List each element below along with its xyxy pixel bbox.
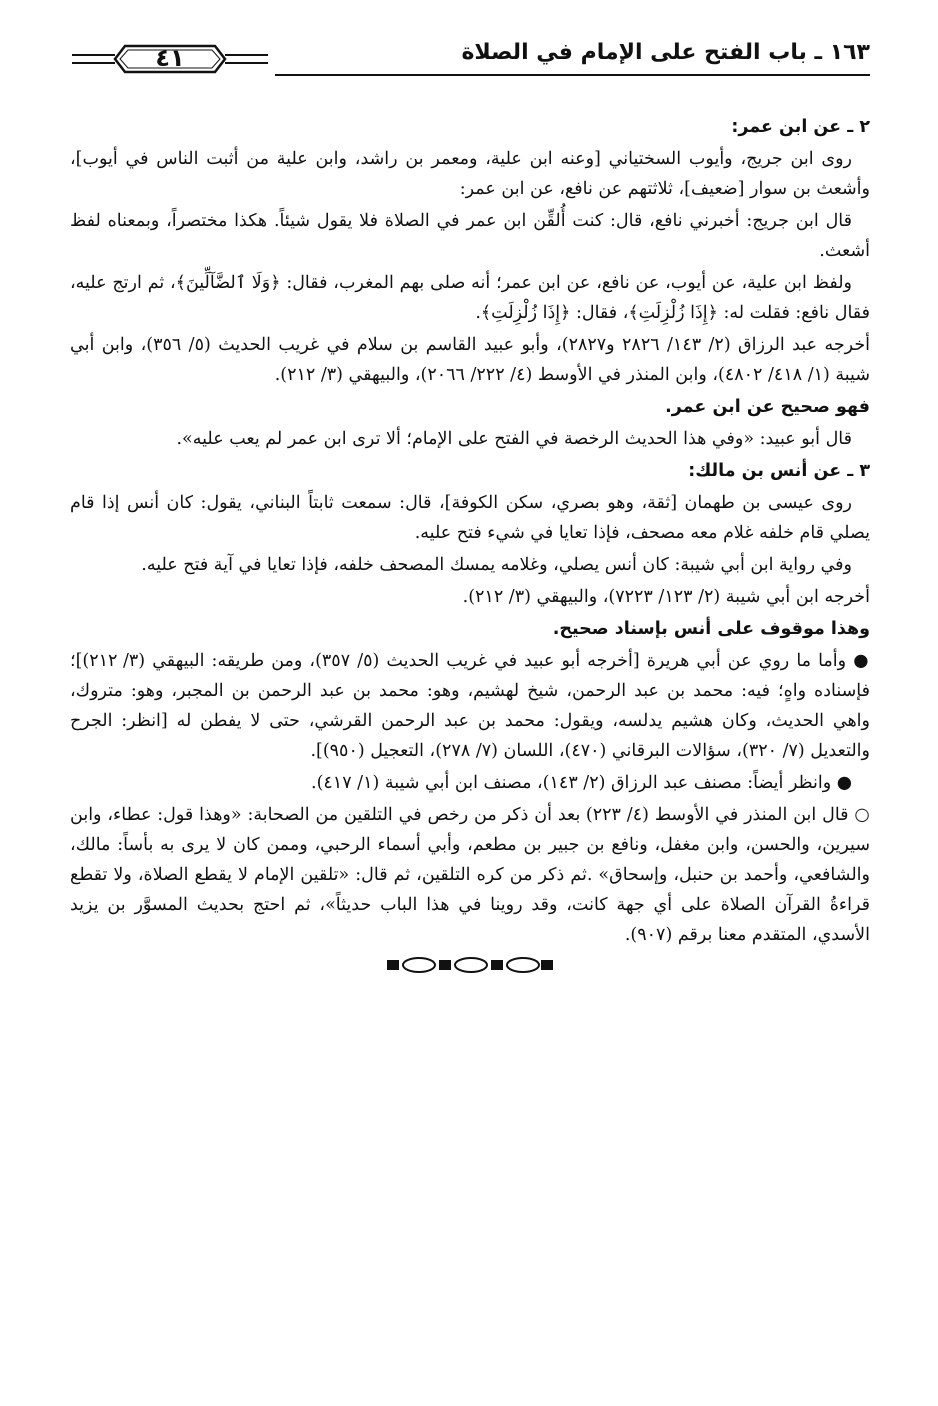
end-ornament <box>70 956 870 978</box>
section-heading: وهذا موقوف على أنس بإسناد صحيح. <box>552 619 870 639</box>
paragraph: ● وأما ما روي عن أبي هريرة [أخرجه أبو عبيد في غريب الحديث (٥/ ٣٥٧)، ومن طريقه: البيهقي (٣/ ٢١٢)]؛ فإسناده واهٍ؛ فيه: محمد بن عبد الرحمن، شيخ لهشيم، وهو: محمد بن عبد الرحمن بن المجبر، وهو: متروك، واهي الحديث، وكان هشيم يدلسه، ويقول: محمد بن عبد الرحمن القرشي، حتى لا يفطن له [انظر: الجرح والتعديل (٧/ ٣٢٠)، سؤالات البرقاني (٤٧٠)، اللسان (٧/ ٢٧٨)، التعجيل (٩٥٠)]. <box>70 651 870 761</box>
paragraph: ○ قال ابن المنذر في الأوسط (٤/ ٢٢٣) بعد أن ذكر من رخص في التلقين من الصحابة: «وهذا قول: عطاء، وابن سيرين، والحسن، وابن مغفل، ونافع بن جبير بن مطعم، وأبي أسماء الرحبي، وممن كان لا يرى به بأساً: مالك، والشافعي، وأحمد بن حنبل، وإسحاق» .ثم ذكر من كره التلقين، ثم قال: «تلقين الإمام لا يقطع الصلاة، ولا تقطع قراءةُ القرآن الصلاة على أي جهة كانت، وقد روينا في هذا الباب حديثاً»، ثم احتج بحديث المسوَّر بن يزيد الأسدي، المتقدم معنا برقم (٩٠٧). <box>70 805 870 945</box>
page-number: ٤١ <box>155 44 185 72</box>
paragraph: قال أبو عبيد: «وفي هذا الحديث الرخصة في الفتح على الإمام؛ ألا ترى ابن عمر لم يعب عليه». <box>176 429 852 449</box>
header-rule <box>275 74 870 76</box>
paragraph: قال ابن جريج: أخبرني نافع، قال: كنت أُلقِّن ابن عمر في الصلاة فلا يقول شيئاً. هكذا مختصراً، وبمعناه لفظ أشعث. <box>70 211 870 261</box>
paragraph: أخرجه ابن أبي شيبة (٢/ ١٢٣/ ٧٢٢٣)، والبيهقي (٣/ ٢١٢). <box>462 587 870 607</box>
paragraph: وفي رواية ابن أبي شيبة: كان أنس يصلي، وغلامه يمسك المصحف خلفه، فإذا تعايا في آية فتح عليه. <box>141 555 852 575</box>
page-number-badge <box>70 40 270 80</box>
section-heading: فهو صحيح عن ابن عمر. <box>665 397 870 417</box>
paragraph: أخرجه عبد الرزاق (٢/ ١٤٣/ ٢٨٢٦ و٢٨٢٧)، وأبو عبيد القاسم بن سلام في غريب الحديث (٥/ ٣٥٦)، وابن أبي شيبة (١/ ٤١٨/ ٤٨٠٢)، وابن المنذر في الأوسط (٤/ ٢٢٢/ ٢٠٦٦)، والبيهقي (٣/ ٢١٢). <box>70 335 871 385</box>
page-body <box>70 112 870 978</box>
paragraph: ولفظ ابن علية، عن أيوب، عن نافع، عن ابن عمر؛ أنه صلى بهم المغرب، فقال: ﴿وَلَا ٱلضَّآلِّينَ﴾، ثم ارتج عليه، فقال نافع: فقلت له: ﴿إِذَا زُلْزِلَتِ﴾، فقال: ﴿إِذَا زُلْزِلَتِ﴾. <box>70 273 870 323</box>
page-header <box>70 40 870 90</box>
running-title: ١٦٣ ـ باب الفتح على الإمام في الصلاة <box>461 40 870 65</box>
section-heading: ٢ ـ عن ابن عمر: <box>731 117 870 137</box>
page <box>70 40 870 978</box>
section-heading: ٣ ـ عن أنس بن مالك: <box>688 461 870 481</box>
end-ornament-graphic <box>385 956 555 974</box>
paragraph: روى ابن جريج، وأيوب السختياني [وعنه ابن علية، ومعمر بن راشد، وابن علية من أثبت الناس في أيوب]، وأشعث بن سوار [ضعيف]، ثلاثتهم عن نافع، عن ابن عمر: <box>70 149 870 199</box>
paragraph: روى عيسى بن طهمان [ثقة، وهو بصري، سكن الكوفة]، قال: سمعت ثابتاً البناني، يقول: كان أنس إذا قام يصلي قام خلفه غلام معه مصحف، فإذا تعايا في شيء فتح عليه. <box>70 493 870 543</box>
paragraph: ● وانظر أيضاً: مصنف عبد الرزاق (٢/ ١٤٣)، مصنف ابن أبي شيبة (١/ ٤١٧). <box>311 773 852 793</box>
